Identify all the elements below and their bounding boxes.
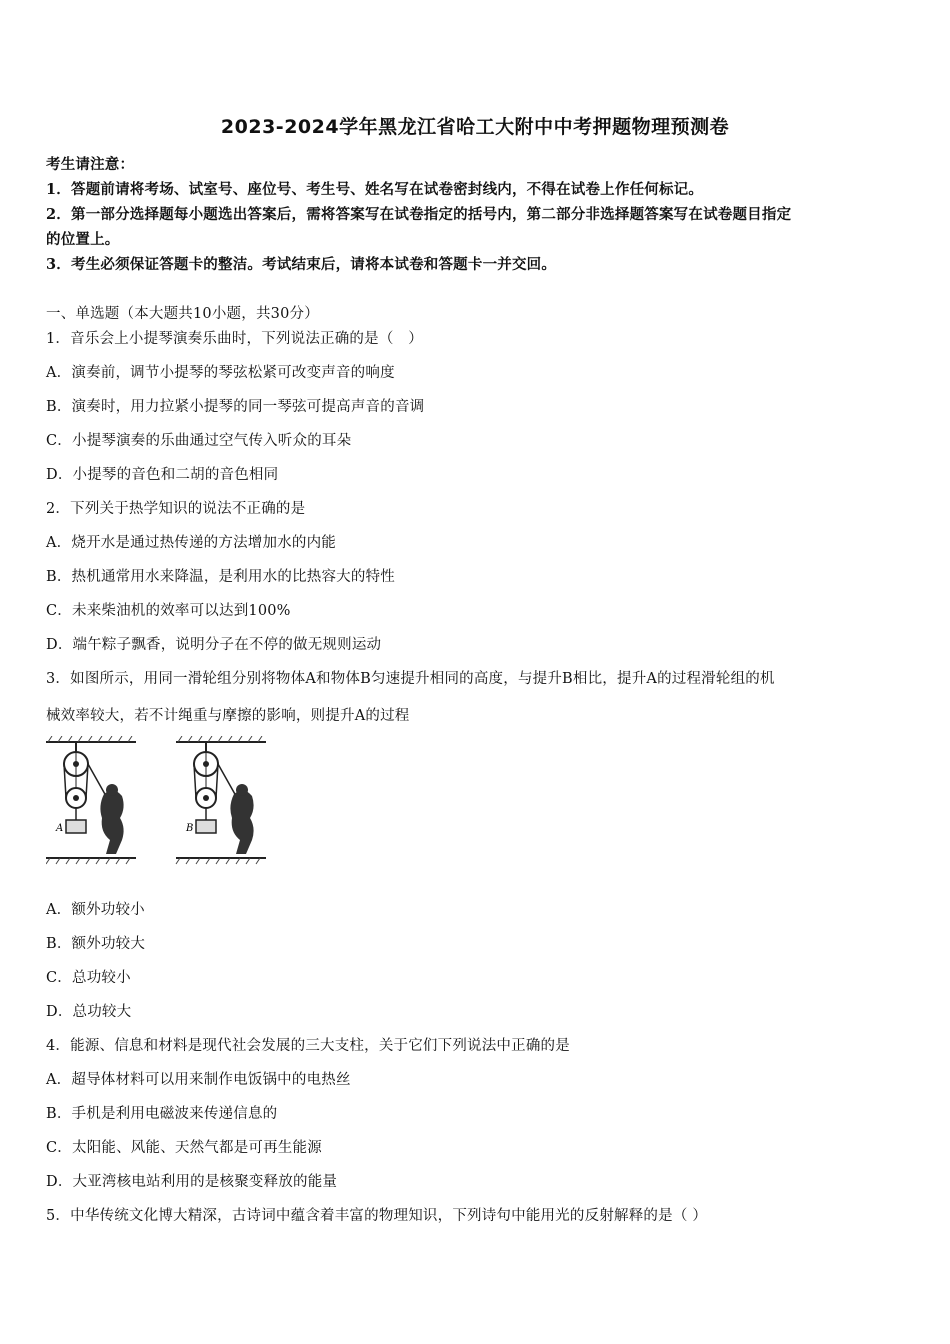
figure-label: A	[56, 823, 64, 834]
notice-heading: 考生请注意：	[46, 156, 135, 173]
question-stem: 3．如图所示，用同一滑轮组分别将物体A和物体B匀速提升相同的高度，与提升B相比，提升A的过程滑轮组的机	[46, 671, 775, 687]
question-option: D．大亚湾核电站利用的是核聚变释放的能量	[46, 1174, 338, 1190]
question-option: C．太阳能、风能、天然气都是可再生能源	[46, 1140, 322, 1156]
notice-item: 1．答题前请将考场、试室号、座位号、考生号、姓名写在试卷密封线内，不得在试卷上作任何标记。	[46, 181, 704, 198]
pulley-diagram-a	[46, 736, 136, 864]
notice-item: 的位置上。	[46, 231, 120, 248]
question-stem: 1．音乐会上小提琴演奏乐曲时，下列说法正确的是（ ）	[46, 331, 423, 347]
figure-label: B	[186, 823, 194, 834]
pulley-figure	[46, 736, 276, 866]
question-option: B．手机是利用电磁波来传递信息的	[46, 1106, 278, 1122]
notice-item: 3．考生必须保证答题卡的整洁。考试结束后，请将本试卷和答题卡一并交回。	[46, 256, 557, 273]
section-heading: 一、单选题（本大题共10小题，共30分）	[46, 306, 319, 322]
question-stem-continued: 械效率较大，若不计绳重与摩擦的影响，则提升A的过程	[46, 708, 410, 724]
question-option: D．总功较大	[46, 1004, 132, 1020]
question-stem: 2．下列关于热学知识的说法不正确的是	[46, 501, 306, 517]
question-option: B．演奏时，用力拉紧小提琴的同一琴弦可提高声音的音调	[46, 399, 425, 415]
question-option: C．总功较小	[46, 970, 131, 986]
question-option: B．额外功较大	[46, 936, 146, 952]
notice-item: 2．第一部分选择题每小题选出答案后，需将答案写在试卷指定的括号内，第二部分非选择题答案写在试卷题目指定	[46, 206, 792, 223]
question-option: C．小提琴演奏的乐曲通过空气传入听众的耳朵	[46, 433, 352, 449]
question-option: D．端午粽子飘香，说明分子在不停的做无规则运动	[46, 637, 382, 653]
question-option: A．烧开水是通过热传递的方法增加水的内能	[46, 535, 336, 551]
question-stem: 4．能源、信息和材料是现代社会发展的三大支柱，关于它们下列说法中正确的是	[46, 1038, 570, 1054]
question-option: A．演奏前，调节小提琴的琴弦松紧可改变声音的响度	[46, 365, 395, 381]
page-title: 2023-2024学年黑龙江省哈工大附中中考押题物理预测卷	[220, 116, 730, 138]
question-option: C．未来柴油机的效率可以达到100%	[46, 603, 291, 619]
question-option: B．热机通常用水来降温，是利用水的比热容大的特性	[46, 569, 395, 585]
question-stem: 5．中华传统文化博大精深，古诗词中蕴含着丰富的物理知识，下列诗句中能用光的反射解释的是（ ）	[46, 1208, 708, 1224]
question-option: A．额外功较小	[46, 902, 145, 918]
pulley-diagram-b	[176, 736, 266, 864]
question-option: D．小提琴的音色和二胡的音色相同	[46, 467, 279, 483]
question-option: A．超导体材料可以用来制作电饭锅中的电热丝	[46, 1072, 351, 1088]
